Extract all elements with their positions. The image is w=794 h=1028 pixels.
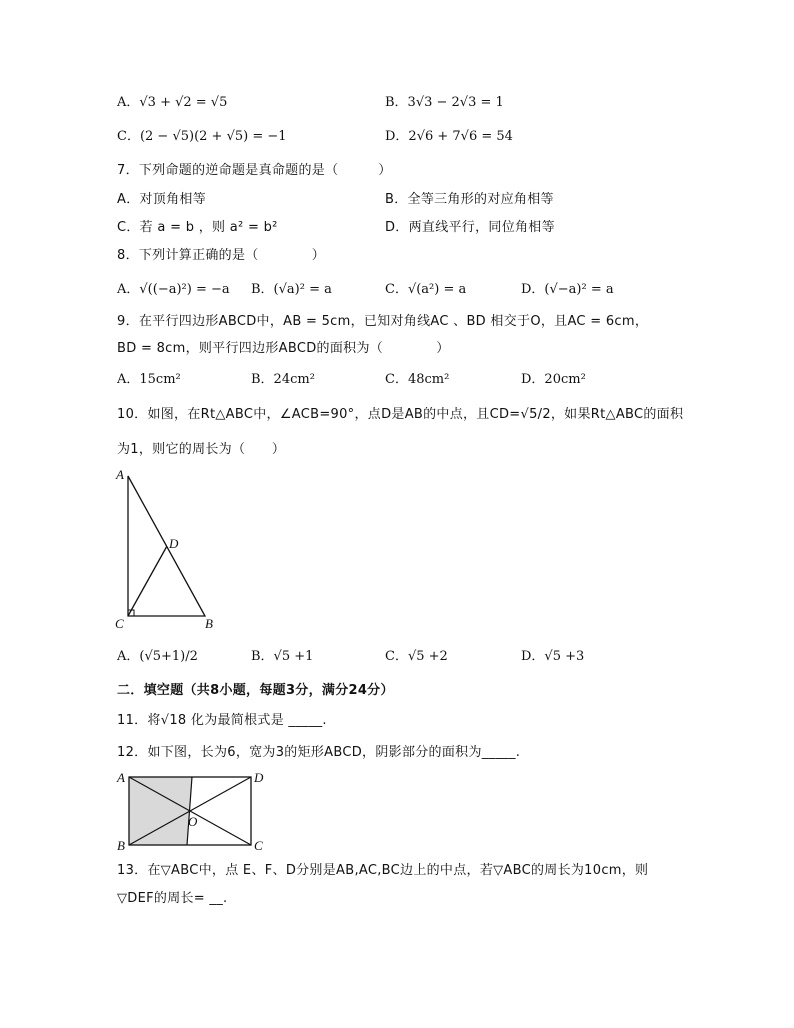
- q10-stem-line1: 10．如图，在Rt△ABC中，∠ACB=90°，点D是AB的中点，且CD=√5/2，如果Rt△ABC的面积: [117, 407, 684, 422]
- q6-option-d: D．2√6 + 7√6 = 54: [385, 129, 513, 144]
- q10-stem-line2: 为1，则它的周长为（ ）: [117, 442, 286, 457]
- q9-option-d: D．20cm²: [521, 372, 586, 387]
- q10-option-b: B．√5 +1: [251, 649, 314, 664]
- median-cd: [128, 546, 167, 616]
- corner-label-d: D: [254, 770, 264, 785]
- vertex-label-d: D: [169, 536, 179, 551]
- corner-label-a: A: [117, 770, 125, 785]
- q13-stem-line1: 13．在▽ABC中，点 E、F、D分别是AB,AC,BC边上的中点，若▽ABC的周长为10cm，则: [117, 863, 649, 878]
- corner-label-c: C: [254, 838, 263, 853]
- q9-option-a: A．15cm²: [117, 372, 181, 387]
- section-title-fill-in: 二．填空题（共8小题，每题3分，满分24分）: [117, 683, 394, 698]
- q8-option-d: D．(√−a)² = a: [521, 282, 614, 297]
- q12-stem: 12．如下图，长为6，宽为3的矩形ABCD，阴影部分的面积为_____.: [117, 745, 521, 760]
- q7-option-c: C．若 a = b ，则 a² = b²: [117, 220, 278, 235]
- q7-option-d: D．两直线平行，同位角相等: [385, 220, 555, 235]
- q7-option-b: B．全等三角形的对应角相等: [385, 192, 554, 207]
- q7-option-a: A．对顶角相等: [117, 192, 206, 207]
- q8-option-a: A．√((−a)²) = −a: [117, 282, 230, 297]
- q8-option-c: C．√(a²) = a: [385, 282, 467, 297]
- q8-stem: 8．下列计算正确的是（ ）: [117, 248, 326, 263]
- vertex-label-c: C: [115, 616, 124, 631]
- q7-stem: 7．下列命题的逆命题是真命题的是（ ）: [117, 163, 392, 178]
- q8-option-b: B．(√a)² = a: [251, 282, 332, 297]
- q9-stem-line2: BD = 8cm，则平行四边形ABCD的面积为（ ）: [117, 341, 450, 356]
- q13-stem-line2: ▽DEF的周长= __.: [117, 891, 228, 906]
- q6-option-a: A．√3 + √2 = √5: [117, 95, 228, 110]
- center-label-o: O: [188, 814, 198, 829]
- vertex-label-b: B: [205, 616, 213, 631]
- q10-option-c: C．√5 +2: [385, 649, 448, 664]
- q10-option-d: D．√5 +3: [521, 649, 585, 664]
- q10-option-a: A．(√5+1)/2: [117, 649, 198, 664]
- q6-option-c: C．(2 − √5)(2 + √5) = −1: [117, 129, 287, 144]
- q11-stem: 11．将√18 化为最简根式是 _____.: [117, 713, 327, 728]
- q6-option-b: B．3√3 − 2√3 = 1: [385, 95, 504, 110]
- q9-stem-line1: 9．在平行四边形ABCD中，AB = 5cm，已知对角线AC 、BD 相交于O，且AC = 6cm，: [117, 314, 649, 329]
- right-triangle-figure: [112, 466, 222, 632]
- rectangle-figure: [112, 768, 272, 854]
- q9-option-c: C．48cm²: [385, 372, 450, 387]
- q9-option-b: B．24cm²: [251, 372, 315, 387]
- corner-label-b: B: [117, 838, 125, 853]
- vertex-label-a: A: [116, 467, 124, 482]
